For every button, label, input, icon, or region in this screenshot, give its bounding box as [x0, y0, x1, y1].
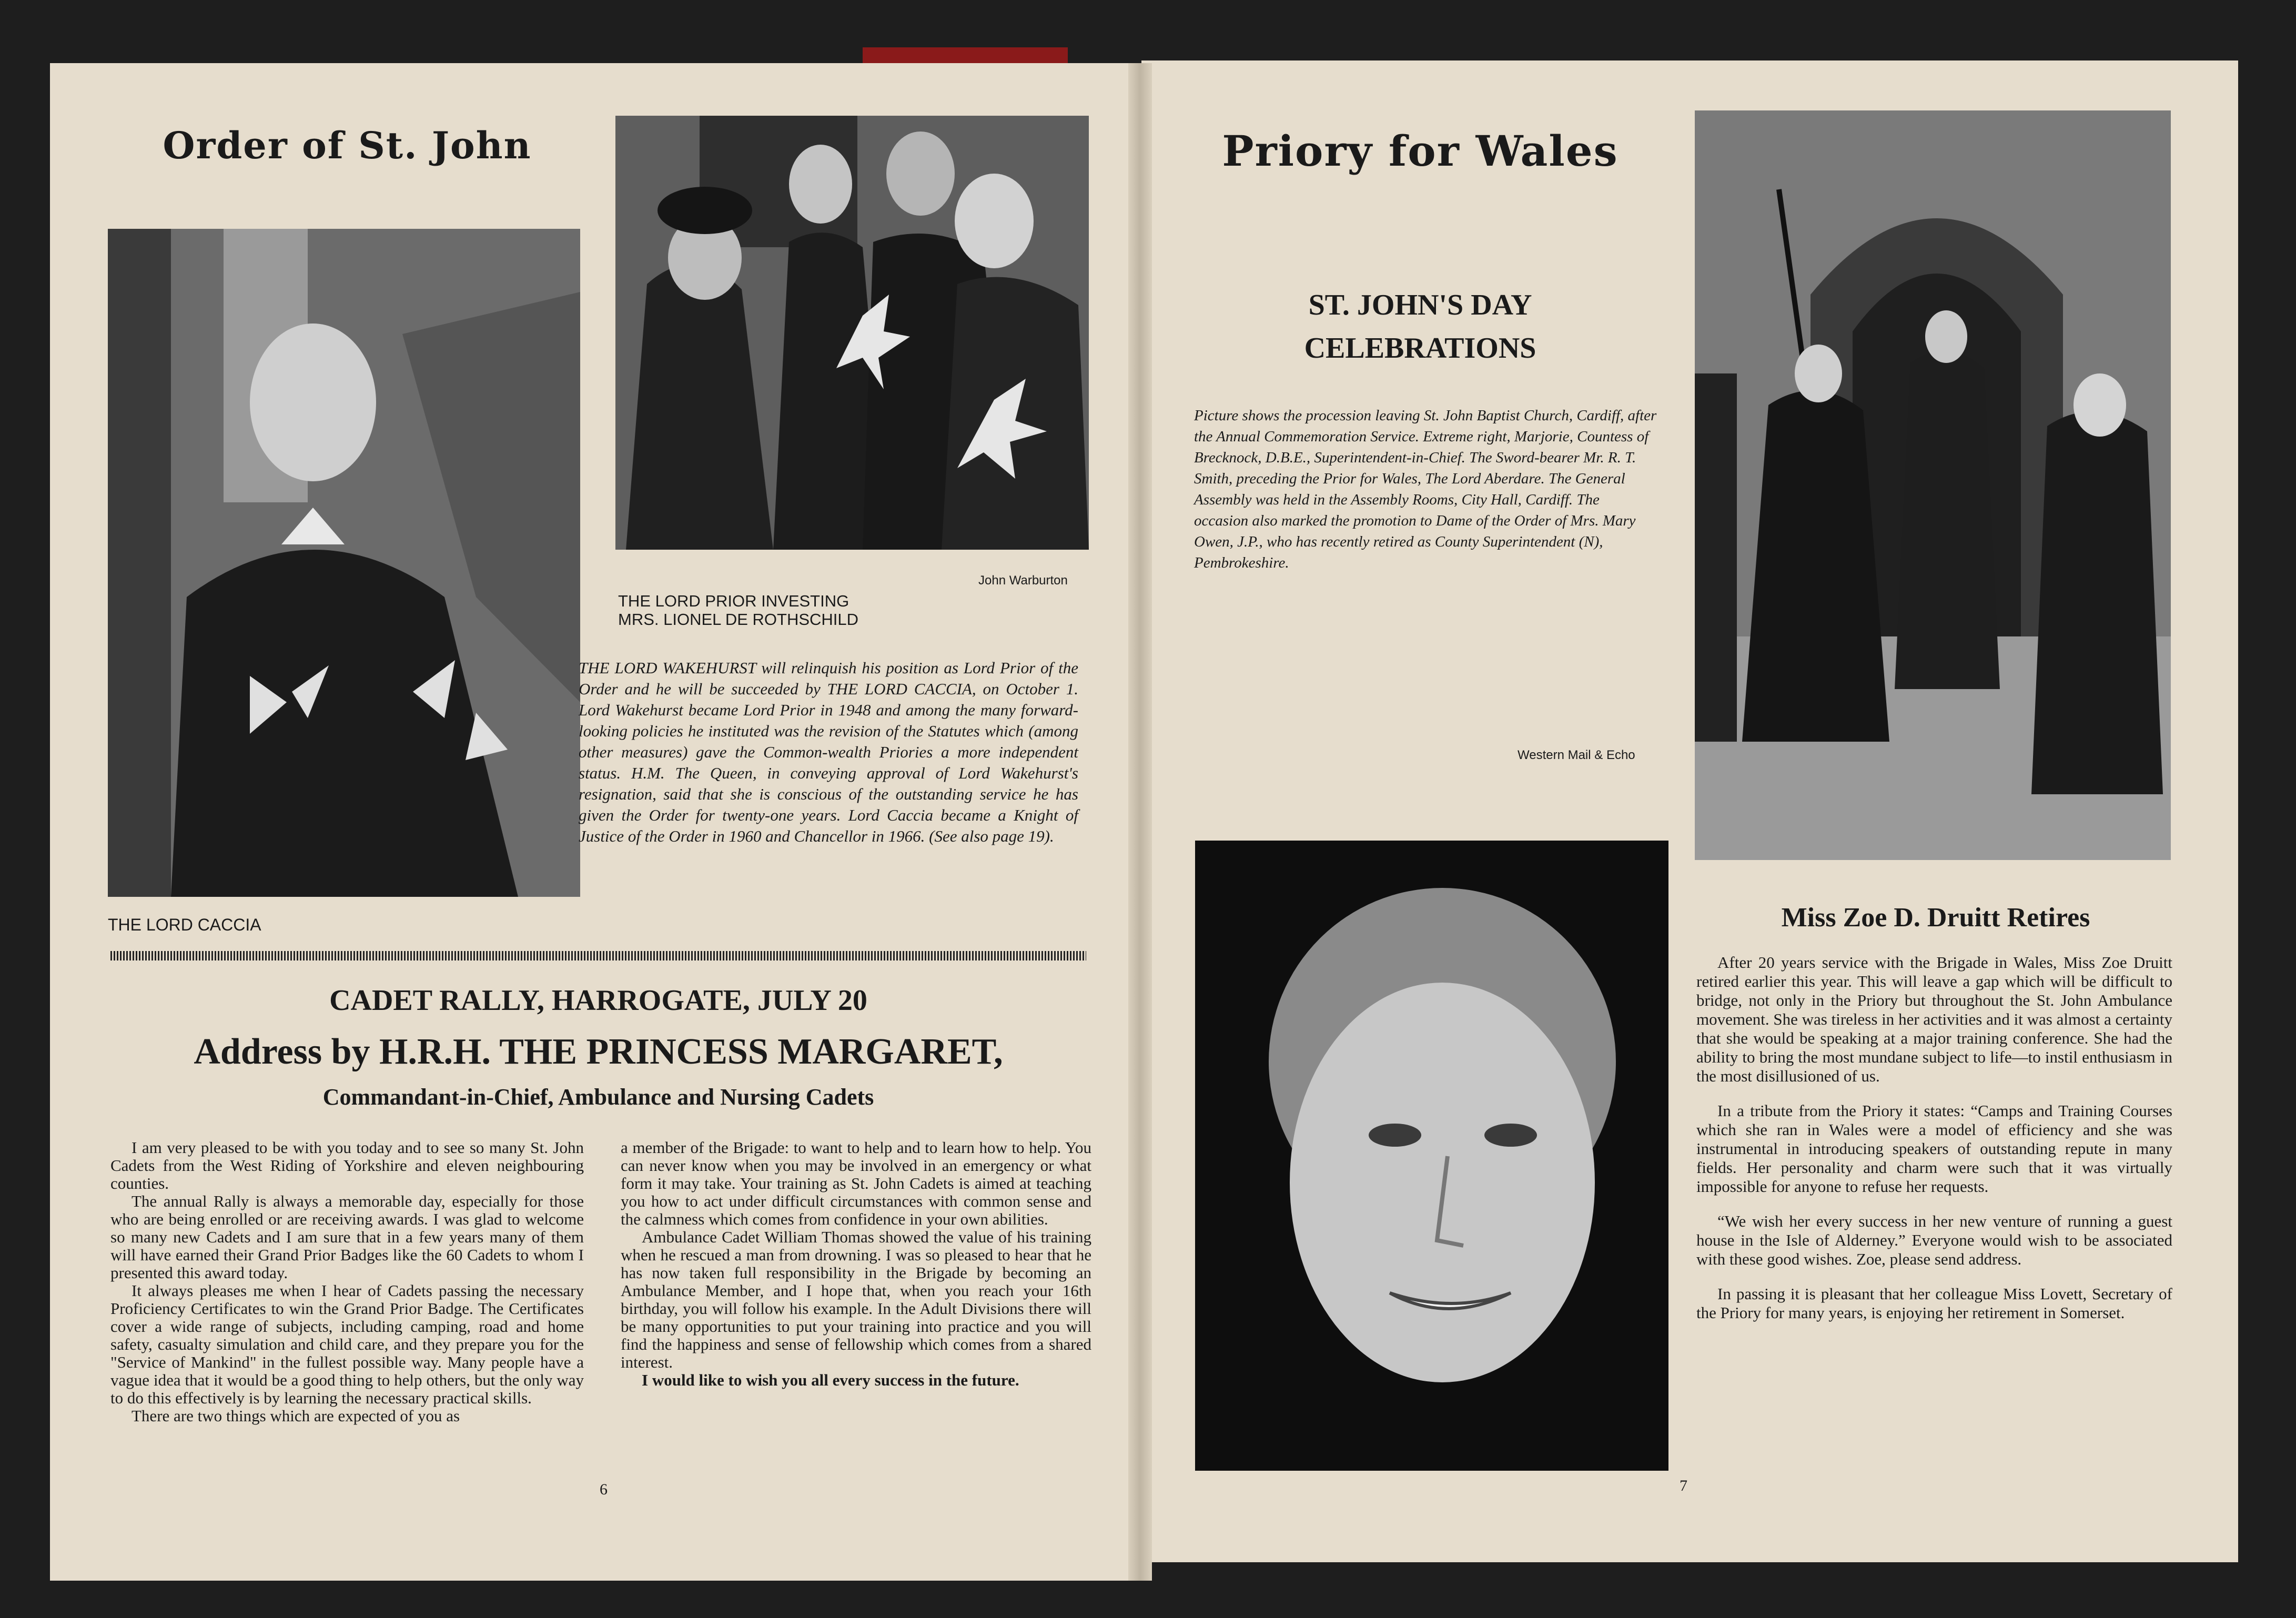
left-heading: Order of St. John — [163, 124, 532, 167]
caption-caccia: THE LORD CACCIA — [108, 915, 261, 934]
address-title: Address by H.R.H. THE PRINCESS MARGARET, — [194, 1032, 1003, 1072]
right-heading: Priory for Wales — [1222, 126, 1619, 176]
address-paragraph: a member of the Brigade: to want to help and to learn how to help. You can never know when you may be involved in an emergency or what form it may take. Your training as St. John Cadets is aimed at teaching you how to act under difficult circumstances with common sense and the calmness which comes from confidence in your own abilities. — [621, 1138, 1091, 1228]
investiture-photo-icon — [615, 116, 1089, 550]
page-number-right: 7 — [1680, 1477, 1687, 1494]
divider-rule — [110, 951, 1086, 960]
druitt-paragraph: “We wish her every success in her new venture of running a guest house in the Isle of Alderney.” Everyone would wish to be associated with these good wishes. Zoe, please send address. — [1696, 1212, 2172, 1268]
druitt-title: Miss Zoe D. Druitt Retires — [1781, 903, 2090, 933]
investing-photo — [615, 116, 1089, 550]
celebrations-title-2: CELEBRATIONS — [1304, 332, 1536, 365]
page-number-left: 6 — [600, 1481, 608, 1498]
druitt-paragraph: In passing it is pleasant that her colleague Miss Lovett, Secretary of the Priory for many years, is enjoying her retirement in Somerset. — [1696, 1285, 2172, 1322]
procession-photo-icon — [1695, 110, 2171, 860]
address-paragraph: I am very pleased to be with you today and to see so many St. John Cadets from the West Riding of Yorkshire and eleven neighbouring counties. — [110, 1138, 584, 1192]
address-column-2 — [621, 1139, 1091, 1389]
address-paragraph: There are two things which are expected of you as — [132, 1407, 460, 1425]
portrait-photo-icon — [108, 229, 580, 897]
caption-investing-1: THE LORD PRIOR INVESTING — [618, 592, 849, 610]
wakehurst-story: THE LORD WAKEHURST will relinquish his position as Lord Prior of the Order and he will be succeeded by THE LORD CACCIA, on October 1. Lord Wakehurst became Lord Prior in 1948 and among the many forward-looking policies he instituted was the revision of the Statutes which (among other measures) gave the Common-wealth Priories a more independent status. H.M. The Queen, in conveying approval of Lord Wakehurst's resignation, said that she is conscious of the outstanding service he has given the Order for twenty-one years. Lord Caccia became a Knight of Justice of the Order in 1960 and Chancellor in 1966. (See also page 19). — [579, 659, 1078, 845]
credit-procession: Western Mail & Echo — [1518, 748, 1635, 762]
druitt-photo — [1195, 841, 1668, 1471]
caccia-photo — [108, 229, 580, 897]
druitt-article — [1696, 953, 2172, 1338]
celebrations-caption: Picture shows the procession leaving St. John Baptist Church, Cardiff, after the Annual Commemoration Service. Extreme right, Marjorie, Countess of Brecknock, D.B.E., Superintendent-in-Chief. The Sword-bearer Mr. R. T. Smith, preceding the Prior for Wales, The Lord Aberdare. The General Assembly was held in the Assembly Rooms, City Hall, Cardiff. The occasion also marked the promotion to Dame of the Order of Mrs. Mary Owen, J.P., who has recently retired as County Superintendent (N), Pembrokeshire. — [1194, 407, 1657, 571]
celebrations-title-1: ST. JOHN'S DAY — [1308, 289, 1532, 321]
address-paragraph: Ambulance Cadet William Thomas showed the value of his training when he rescued a man from drowning. I was so pleased to hear that he has now taken full responsibility in the Brigade by becoming an Ambulance Member, and I hope that, when you reach your 16th birthday, you will follow his example. In the Adult Divisions there will be many opportunities to put your training into practice and you will find the happiness and sense of fellowship which comes from a shared interest. — [621, 1228, 1091, 1371]
druitt-paragraph: In a tribute from the Priory it states: “Camps and Training Courses which she ran in Wales were a model of efficiency and she was instrumental in introducing speakers of outstanding repute in many fields. Her personality and charm were such that it was virtually impossible for anyone to refuse her requests. — [1696, 1101, 2172, 1196]
address-column-1 — [110, 1139, 584, 1425]
address-paragraph: The annual Rally is always a memorable day, especially for those who are being enrolled or are receiving awards. I was glad to welcome so many new Cadets and I am sure that in a few years many of them will have earned their Grand Prior Badges like the 60 Cadets to whom I presented this award today. — [110, 1192, 584, 1282]
procession-photo — [1695, 110, 2171, 860]
binding-strip — [863, 47, 1068, 63]
address-paragraph: It always pleases me when I hear of Cadets passing the necessary Proficiency Certificates to win the Grand Prior Badge. The Certificates cover a wide range of subjects, including camping, road and home safety, casualty simulation and child care, and they prepare you for the "Service of Mankind" in the fullest possible way. Many people have a vague idea that it would be a good thing to help others, but the only way to do this effectively is by learning the necessary practical skills. — [110, 1281, 584, 1407]
portrait-photo-icon — [1195, 841, 1668, 1471]
druitt-paragraph: After 20 years service with the Brigade in Wales, Miss Zoe Druitt retired earlier this year. This will leave a gap which will be difficult to bridge, not only in the Priory but throughout the St. John Ambulance movement. She was tireless in her activities and it was almost a certainty that she would be speaking at a major training conference. She had the ability to bring the most mundane subject to life—to instil enthusiasm in the most disillusioned of us. — [1696, 953, 2172, 1085]
caption-investing-2: MRS. LIONEL DE ROTHSCHILD — [618, 610, 859, 629]
page-gutter — [1128, 63, 1152, 1581]
address-closing: I would like to wish you all every success in the future. — [642, 1371, 1019, 1389]
address-subtitle: Commandant-in-Chief, Ambulance and Nursing Cadets — [322, 1084, 874, 1110]
rally-title: CADET RALLY, HARROGATE, JULY 20 — [329, 984, 867, 1017]
credit-investing: John Warburton — [978, 573, 1068, 588]
